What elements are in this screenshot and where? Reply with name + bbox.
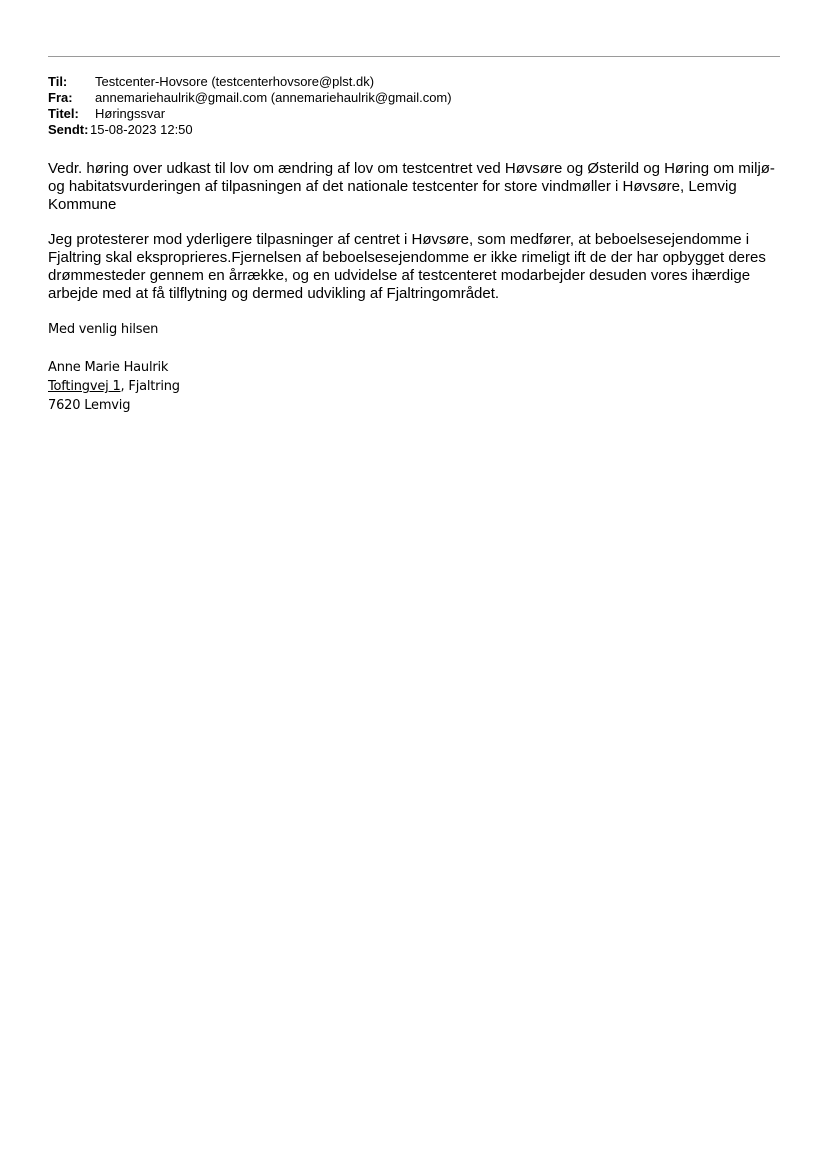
email-header: [48, 74, 780, 138]
from-label: Fra:: [48, 90, 73, 105]
signature-name: Anne Marie Haulrik: [48, 360, 169, 375]
signature-postal-city: 7620 Lemvig: [48, 398, 131, 413]
signature-address-line: [48, 377, 180, 396]
title-value: Høringssvar: [95, 106, 166, 121]
title-label: Titel:: [48, 106, 79, 121]
title-row: [48, 106, 780, 122]
closing-greeting: Med venlig hilsen: [48, 322, 159, 337]
to-label: Til:: [48, 74, 68, 89]
body-paragraph-protest: Jeg protesterer mod yderligere tilpasninger af centret i Høvsøre, som medfører, at beboelsesejendomme i Fjaltring skal eksproprieres.Fjernelsen af beboelsesejendomme er ikke rimeligt ift de der har opbygget deres drømmesteder gennem en årrække, og en udvidelse af testcenteret modarbejder desuden vores ihærdige arbejde med at få tilflytning og dermed udvikling af Fjaltringområdet.: [48, 231, 766, 302]
header-divider: [48, 56, 780, 57]
from-row: [48, 90, 780, 106]
signature-town: , Fjaltring: [120, 379, 180, 394]
sent-row: [48, 122, 780, 138]
from-value: annemariehaulrik@gmail.com (annemariehaulrik@gmail.com): [95, 90, 452, 105]
sent-label: Sendt:: [48, 122, 89, 137]
to-value: Testcenter-Hovsore (testcenterhovsore@plst.dk): [95, 74, 375, 89]
signature-block: [48, 358, 180, 415]
sent-value: 15-08-2023 12:50: [90, 122, 193, 137]
body-paragraph-subject: Vedr. høring over udkast til lov om ændring af lov om testcentret ved Høvsøre og Østerild og Høring om miljø- og habitatsvurderingen af tilpasningen af det nationale testcenter for store vindmøller i Høvsøre, Lemvig Kommune: [48, 160, 775, 213]
to-row: [48, 74, 780, 90]
signature-street: Toftingvej 1: [48, 379, 121, 394]
